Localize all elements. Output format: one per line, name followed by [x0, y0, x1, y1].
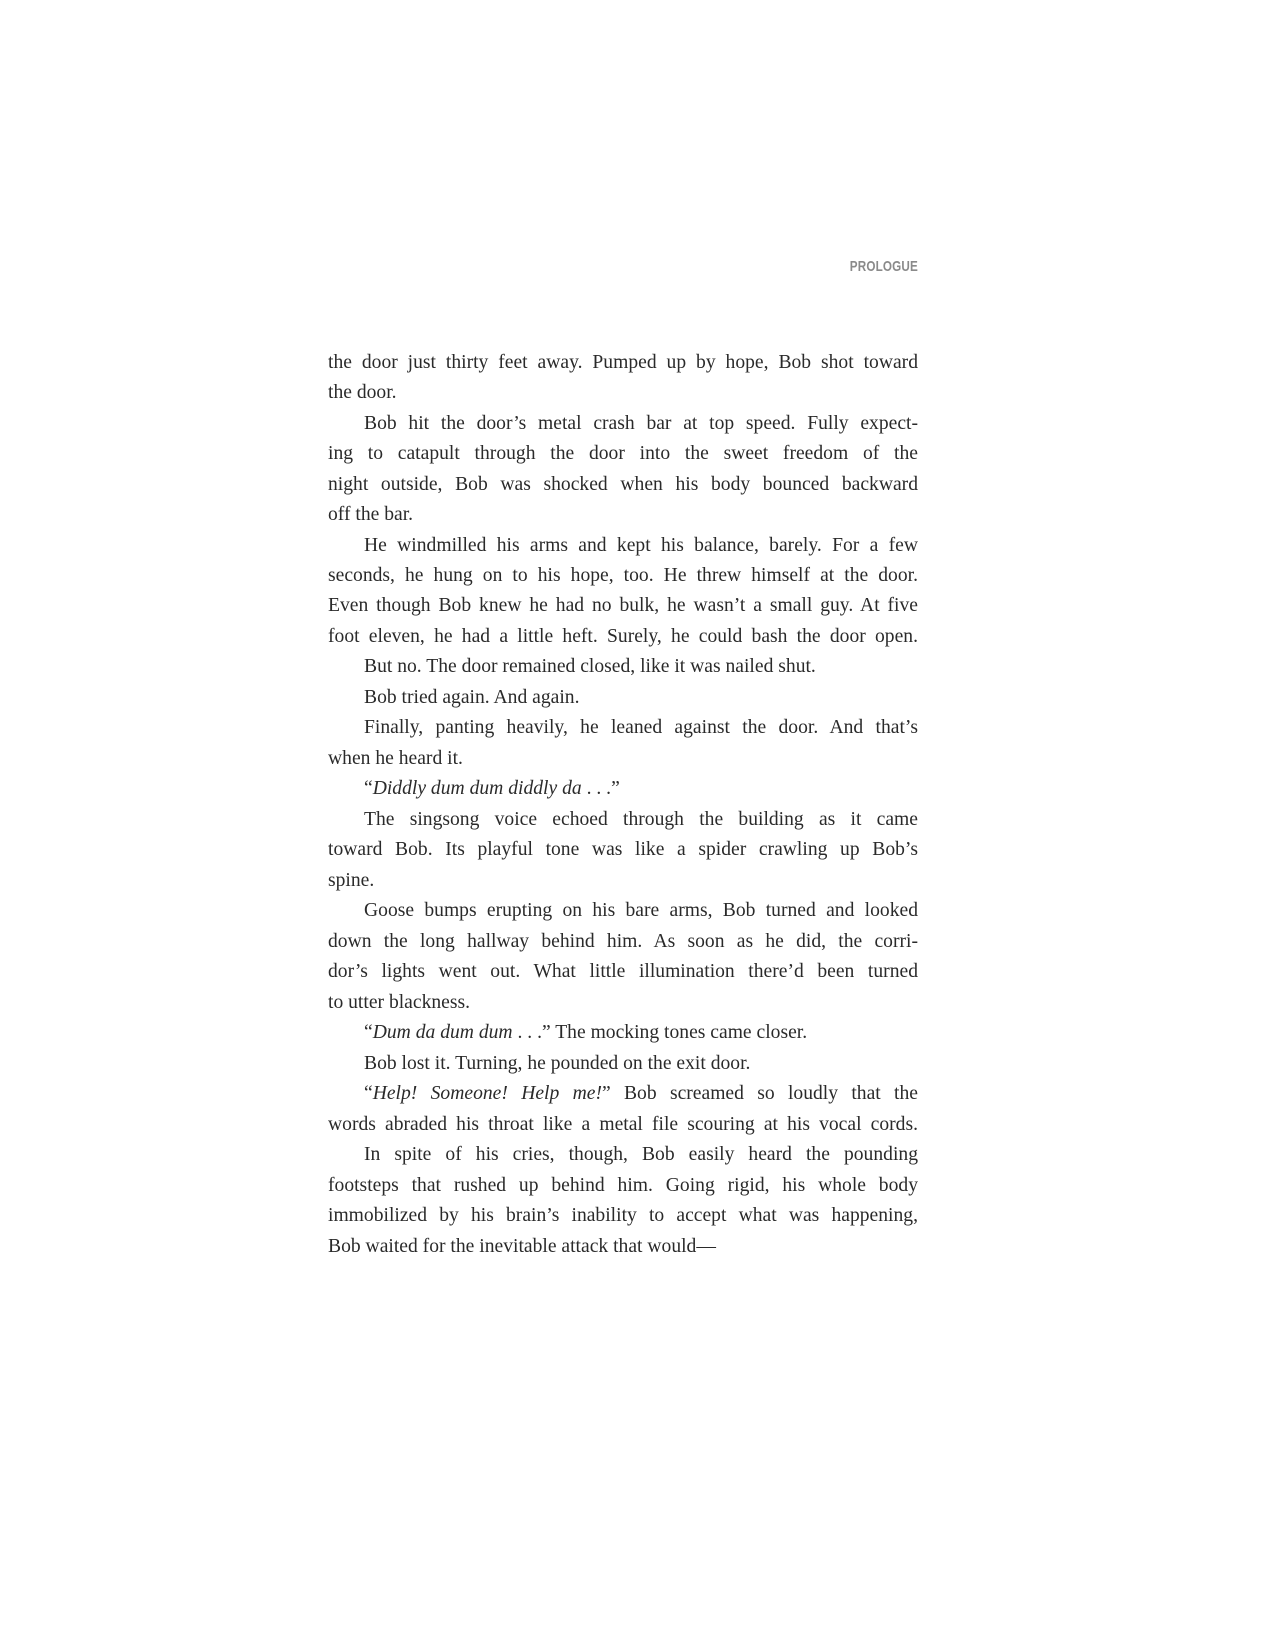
quote-open: “ — [364, 1022, 373, 1043]
text-line: to utter blackness. — [328, 992, 471, 1013]
italic-song: Diddly dum dum diddly da — [372, 778, 582, 799]
quote-close: . . .” — [581, 778, 620, 799]
text-line: words abraded his throat like a metal file scouring at his vocal cords. — [328, 1114, 918, 1135]
text-line: Goose bumps erupting on his bare arms, Bob turned and looked — [364, 900, 918, 921]
text-line: toward Bob. Its playful tone was like a spider crawling up Bob’s — [328, 839, 918, 860]
text-line: ing to catapult through the door into the sweet freedom of the — [328, 443, 918, 464]
text-line: Even though Bob knew he had no bulk, he wasn’t a small guy. At five — [328, 595, 918, 616]
text-line: spine. — [328, 870, 375, 891]
quote-close: ” Bob screamed so loudly that the — [601, 1083, 918, 1104]
text-line: Bob lost it. Turning, he pounded on the exit door. — [364, 1053, 751, 1074]
text-line-dialogue — [364, 1018, 918, 1048]
text-line: Bob tried again. And again. — [364, 687, 580, 708]
text-line: But no. The door remained closed, like it was nailed shut. — [364, 656, 816, 677]
text-line: footsteps that rushed up behind him. Going rigid, his whole body — [328, 1175, 918, 1196]
text-line: the door. — [328, 382, 397, 403]
text-line: immobilized by his brain’s inability to accept what was happening, — [328, 1205, 918, 1226]
text-line: The singsong voice echoed through the building as it came — [364, 809, 918, 830]
text-line: the door just thirty feet away. Pumped up by hope, Bob shot toward — [328, 352, 918, 373]
quote-open: “ — [364, 1083, 373, 1104]
text-line: In spite of his cries, though, Bob easily heard the pounding — [364, 1144, 918, 1165]
text-line: He windmilled his arms and kept his balance, barely. For a few — [364, 535, 918, 556]
text-line: seconds, he hung on to his hope, too. He threw himself at the door. — [328, 565, 918, 586]
italic-song: Dum da dum dum — [372, 1022, 513, 1043]
text-line: when he heard it. — [328, 748, 463, 769]
text-line: Finally, panting heavily, he leaned against the door. And that’s — [364, 717, 918, 738]
text-line: down the long hallway behind him. As soon as he did, the corri- — [328, 931, 918, 952]
text-line: Bob waited for the inevitable attack that would— — [328, 1236, 716, 1257]
text-line-dialogue — [364, 774, 918, 804]
text-line: foot eleven, he had a little heft. Surely, he could bash the door open. — [328, 626, 918, 647]
text-line: dor’s lights went out. What little illumination there’d been turned — [328, 961, 918, 982]
text-line-dialogue — [364, 1079, 918, 1109]
quote-open: “ — [364, 778, 373, 799]
text-line: night outside, Bob was shocked when his body bounced backward — [328, 474, 918, 495]
text-line: off the bar. — [328, 504, 414, 525]
running-head: PROLOGUE — [849, 258, 918, 275]
italic-scream: Help! Someone! Help me! — [372, 1083, 602, 1104]
quote-close: . . .” The mocking tones came closer. — [512, 1022, 808, 1043]
text-line: Bob hit the door’s metal crash bar at top speed. Fully expect- — [364, 413, 918, 434]
